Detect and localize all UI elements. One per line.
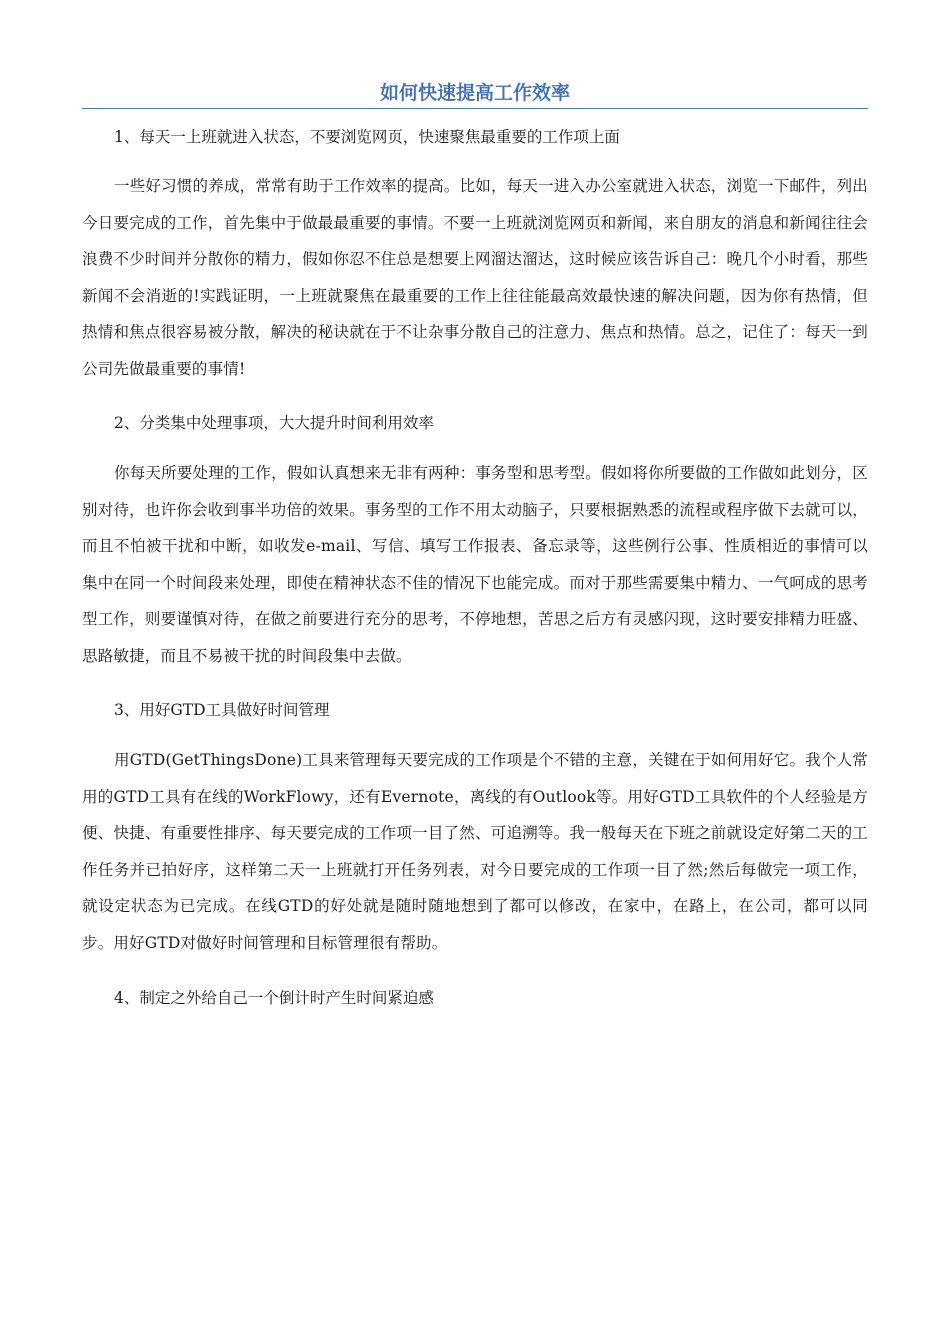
section-paragraph-1: 一些好习惯的养成，常常有助于工作效率的提高。比如，每天一进入办公室就进入状态，浏览一下邮件，列出今日要完成的工作，首先集中于做最最重要的事情。不要一上班就浏览网页和新闻，来自朋友的消息和新闻往往会浪费不少时间并分散你的精力，假如你忍不住总是想要上网溜达溜达，这时候应该告诉自己：晚几个小时看，那些新闻不会消逝的!实践证明，一上班就聚焦在最重要的工作上往往能最高效最快速的解决问题，因为你有热情，但热情和焦点很容易被分散，解决的秘诀就在于不让杂事分散自己的注意力、焦点和热情。总之，记住了：每天一到公司先做最重要的事情! — [82, 177, 868, 378]
section-paragraph-2: 你每天所要处理的工作，假如认真想来无非有两种：事务型和思考型。假如将你所要做的工作做如此划分，区别对待，也许你会收到事半功倍的效果。事务型的工作不用太动脑子，只要根据熟悉的流程或程序做下去就可以，而且不怕被干扰和中断，如收发e-mail、写信、填写工作报表、备忘录等，这些例行公事、性质相近的事情可以集中在同一个时间段来处理，即使在精神状态不佳的情况下也能完成。而对于那些需要集中精力、一气呵成的思考型工作，则要谨慎对待，在做之前要进行充分的思考，不停地想，苦思之后方有灵感闪现，这时要安排精力旺盛、思路敏捷，而且不易被干扰的时间段集中去做。 — [82, 464, 868, 665]
document-page — [82, 78, 868, 1010]
section-heading-2: 2、分类集中处理事项，大大提升时间利用效率 — [114, 414, 434, 432]
section-heading-4: 4、制定之外给自己一个倒计时产生时间紧迫感 — [114, 989, 434, 1007]
document-title: 如何快速提高工作效率 — [82, 78, 868, 109]
section-heading-3: 3、用好GTD工具做好时间管理 — [114, 701, 330, 719]
section-paragraph-3: 用GTD(GetThingsDone)工具来管理每天要完成的工作项是个不错的主意，关键在于如何用好它。我个人常用的GTD工具有在线的WorkFlowy，还有Evernote，离线的有Outlook等。用好GTD工具软件的个人经验是方便、快捷、有重要性排序、每天要完成的工作项一目了然、可追溯等。我一般每天在下班之前就设定好第二天的工作任务并已拍好序，这样第二天一上班就打开任务列表，对今日要完成的工作项一目了然;然后每做完一项工作，就设定状态为已完成。在线GTD的好处就是随时随地想到了都可以修改，在家中，在路上，在公司，都可以同步。用好GTD对做好时间管理和目标管理很有帮助。 — [82, 751, 868, 952]
section-heading-1: 1、每天一上班就进入状态，不要浏览网页，快速聚焦最重要的工作项上面 — [114, 128, 620, 146]
